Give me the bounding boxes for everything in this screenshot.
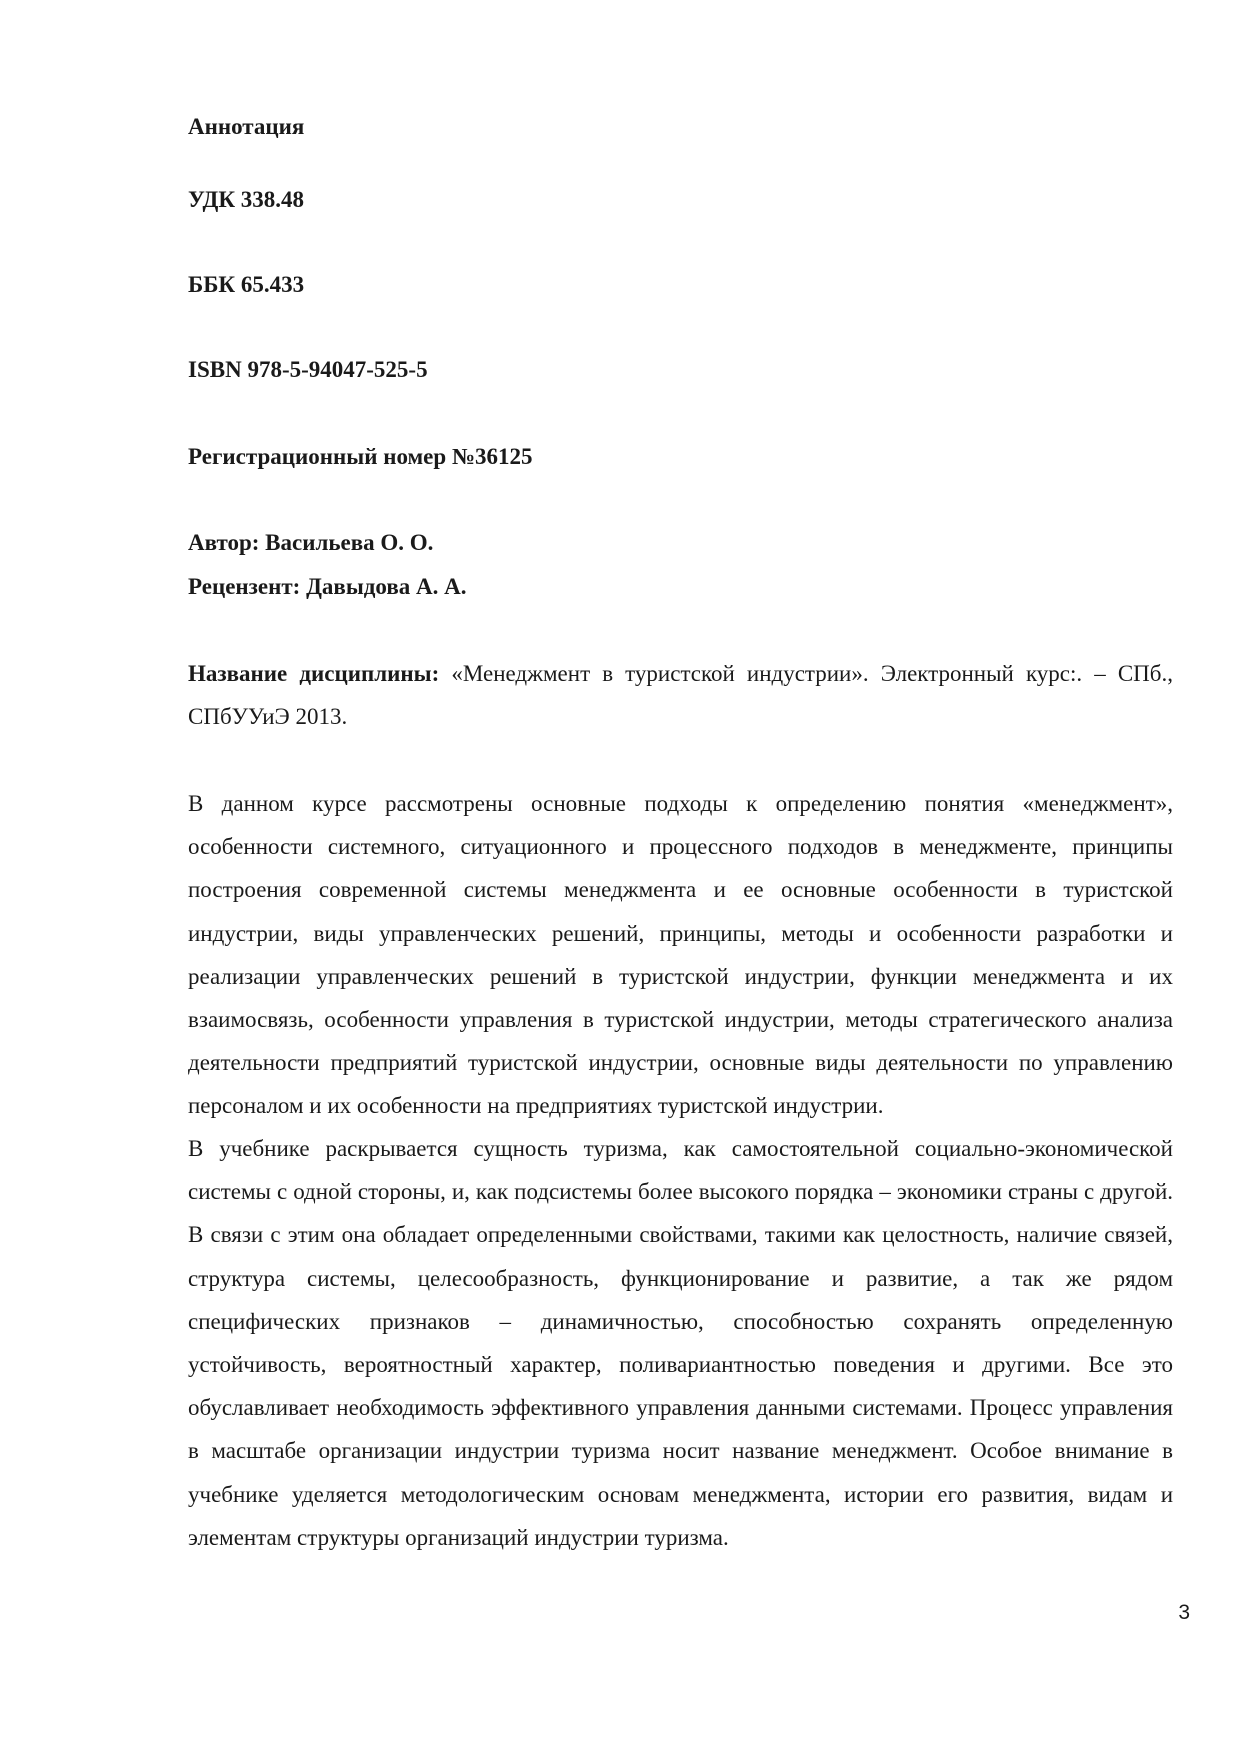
- description-paragraph-2: В учебнике раскрывается сущность туризма, как самостоятельной социально-экономической системы с одной стороны, и, как подсистемы более высокого порядка – экономики страны с другой. В связи с этим она обладает определенными свойствами, такими как целостность, наличие связей, структура системы, целесообразность, функционирование и развитие, а так же рядом специфических признаков – динамичностью, способностью сохранять определенную устойчивость, вероятностный характер, поливариантностью поведения и другими. Все это обуславливает необходимость эффективного управления данными системами. Процесс управления в масштабе организации индустрии туризма носит название менеджмент. Особое внимание в учебнике уделяется методологическим основам менеджмента, истории его развития, видам и элементам структуры организаций индустрии туризма.: [188, 1136, 1173, 1550]
- reviewer: Рецензент: Давыдова А. А.: [188, 574, 467, 599]
- isbn: ISBN 978-5-94047-525-5: [188, 357, 428, 382]
- discipline-paragraph: [188, 652, 1173, 738]
- udk-code: УДК 338.48: [188, 187, 305, 212]
- annotation-heading: Аннотация: [188, 114, 305, 139]
- page-number: 3: [1178, 1601, 1190, 1624]
- author: Автор: Васильева О. О.: [188, 530, 434, 555]
- discipline-label: Название дисциплины:: [188, 661, 440, 686]
- registration-number: Регистрационный номер №36125: [188, 444, 533, 469]
- discipline-text: «Менеджмент в туристской индустрии». Электронный курс:. – СПб., СПбУУиЭ 2013.: [188, 661, 1173, 730]
- description-paragraph-1: В данном курсе рассмотрены основные подходы к определению понятия «менеджмент», особенности системного, ситуационного и процессного подходов в менеджменте, принципы построения современной системы менеджмента и ее основные особенности в туристской индустрии, виды управленческих решений, принципы, методы и особенности разработки и реализации управленческих решений в туристской индустрии, функции менеджмента и их взаимосвязь, особенности управления в туристской индустрии, методы стратегического анализа деятельности предприятий туристской индустрии, основные виды деятельности по управлению персоналом и их особенности на предприятиях туристской индустрии.: [188, 791, 1173, 1119]
- bbk-code: ББК 65.433: [188, 272, 305, 297]
